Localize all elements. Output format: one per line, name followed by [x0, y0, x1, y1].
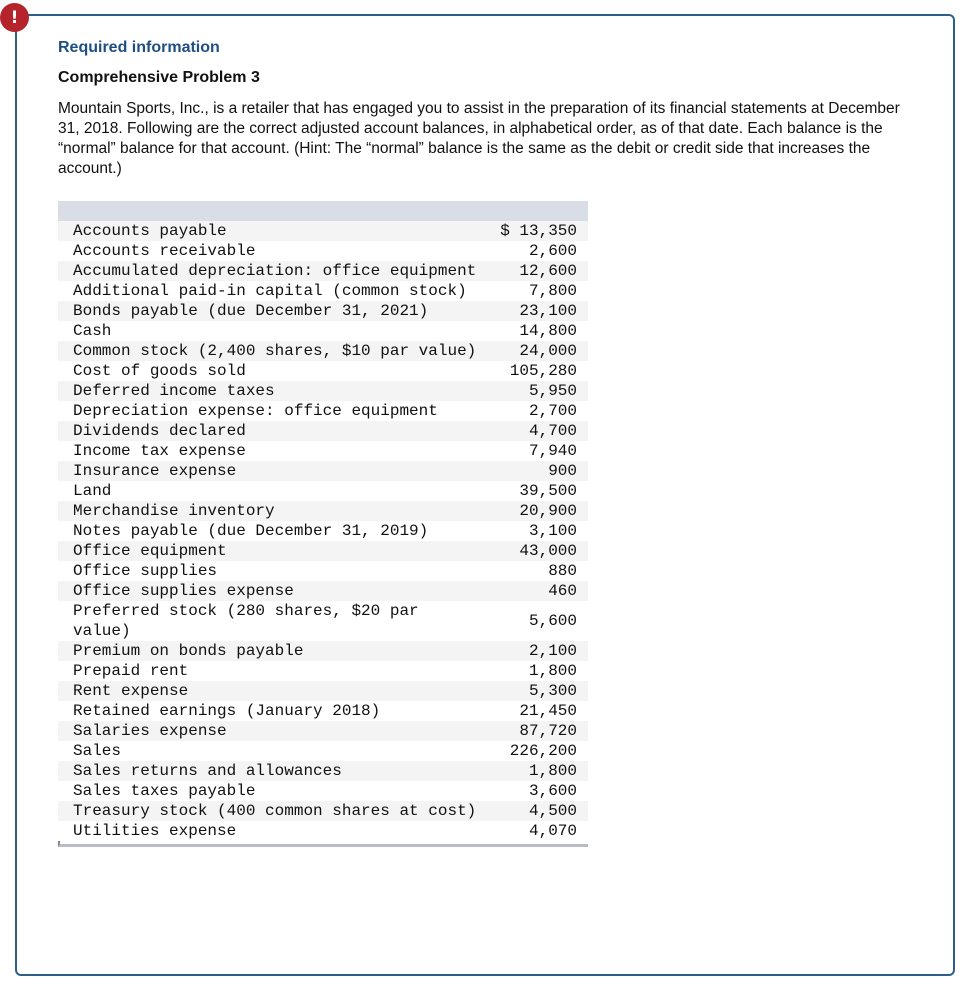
- table-row: [58, 481, 588, 501]
- account-balance: 1,800: [482, 761, 588, 781]
- table-row: [58, 221, 588, 241]
- table-row: [58, 341, 588, 361]
- table-row: [58, 521, 588, 541]
- balances-grid: [58, 221, 588, 841]
- account-name: Dividends declared: [58, 421, 482, 441]
- table-row: [58, 541, 588, 561]
- account-name: Cash: [58, 321, 482, 341]
- account-name: Treasury stock (400 common shares at cost): [58, 801, 482, 821]
- table-row: [58, 601, 588, 641]
- account-balance: 226,200: [482, 741, 588, 761]
- account-balance: 460: [482, 581, 588, 601]
- account-name: Merchandise inventory: [58, 501, 482, 521]
- account-balance: 24,000: [482, 341, 588, 361]
- alert-icon: !: [0, 3, 29, 32]
- account-balance: $ 13,350: [482, 221, 588, 241]
- account-name: Office supplies expense: [58, 581, 482, 601]
- table-row: [58, 421, 588, 441]
- table-row: [58, 301, 588, 321]
- account-balance: 3,100: [482, 521, 588, 541]
- table-row: [58, 381, 588, 401]
- account-balance: 880: [482, 561, 588, 581]
- table-row: [58, 321, 588, 341]
- account-name: Land: [58, 481, 482, 501]
- account-name: Accumulated depreciation: office equipment: [58, 261, 482, 281]
- account-balances-table: [58, 201, 588, 847]
- account-name: Prepaid rent: [58, 661, 482, 681]
- account-balance: 4,500: [482, 801, 588, 821]
- account-balance: 2,700: [482, 401, 588, 421]
- account-name: Office equipment: [58, 541, 482, 561]
- account-balance: 43,000: [482, 541, 588, 561]
- table-row: [58, 561, 588, 581]
- table-row: [58, 781, 588, 801]
- account-balance: 3,600: [482, 781, 588, 801]
- table-row: [58, 581, 588, 601]
- account-name: Accounts payable: [58, 221, 482, 241]
- table-header-bar: [58, 201, 588, 221]
- table-row: [58, 721, 588, 741]
- table-row: [58, 441, 588, 461]
- table-row: [58, 241, 588, 261]
- table-footer-bar: [58, 841, 588, 847]
- table-row: [58, 761, 588, 781]
- table-row: [58, 641, 588, 661]
- account-name: Preferred stock (280 shares, $20 par value): [58, 601, 482, 641]
- problem-title: Comprehensive Problem 3: [58, 69, 260, 86]
- account-balance: 4,700: [482, 421, 588, 441]
- account-name: Premium on bonds payable: [58, 641, 482, 661]
- account-balance: 5,950: [482, 381, 588, 401]
- account-name: Utilities expense: [58, 821, 482, 841]
- account-balance: 7,800: [482, 281, 588, 301]
- table-row: [58, 461, 588, 481]
- account-balance: 900: [482, 461, 588, 481]
- account-name: Sales returns and allowances: [58, 761, 482, 781]
- account-name: Accounts receivable: [58, 241, 482, 261]
- account-name: Insurance expense: [58, 461, 482, 481]
- account-name: Office supplies: [58, 561, 482, 581]
- problem-description: Mountain Sports, Inc., is a retailer that has engaged you to assist in the preparation of its financial statements at December 31, 2018. Following are the correct adjusted account balances, in alphabetical order, as of that date. Each balance is the “normal” balance for that account. (Hint: The “normal” balance is the same as the debit or credit side that increases the account.): [58, 100, 900, 177]
- account-name: Income tax expense: [58, 441, 482, 461]
- table-row: [58, 401, 588, 421]
- account-name: Rent expense: [58, 681, 482, 701]
- account-name: Notes payable (due December 31, 2019): [58, 521, 482, 541]
- account-balance: 2,600: [482, 241, 588, 261]
- account-name: Sales: [58, 741, 482, 761]
- table-row: [58, 361, 588, 381]
- account-balance: 20,900: [482, 501, 588, 521]
- account-balance: 21,450: [482, 701, 588, 721]
- account-balance: 105,280: [482, 361, 588, 381]
- account-balance: 23,100: [482, 301, 588, 321]
- account-name: Depreciation expense: office equipment: [58, 401, 482, 421]
- table-row: [58, 741, 588, 761]
- account-name: Deferred income taxes: [58, 381, 482, 401]
- account-name: Salaries expense: [58, 721, 482, 741]
- account-name: Cost of goods sold: [58, 361, 482, 381]
- table-row: [58, 261, 588, 281]
- account-name: Retained earnings (January 2018): [58, 701, 482, 721]
- account-balance: 4,070: [482, 821, 588, 841]
- account-balance: 7,940: [482, 441, 588, 461]
- required-information-heading: Required information: [58, 39, 220, 56]
- account-name: Sales taxes payable: [58, 781, 482, 801]
- table-row: [58, 501, 588, 521]
- table-row: [58, 821, 588, 841]
- table-row: [58, 701, 588, 721]
- table-row: [58, 681, 588, 701]
- account-name: Common stock (2,400 shares, $10 par value): [58, 341, 482, 361]
- table-row: [58, 281, 588, 301]
- account-balance: 12,600: [482, 261, 588, 281]
- table-row: [58, 801, 588, 821]
- account-balance: 87,720: [482, 721, 588, 741]
- account-balance: 1,800: [482, 661, 588, 681]
- account-balance: 14,800: [482, 321, 588, 341]
- account-balance: 2,100: [482, 641, 588, 661]
- account-balance: 39,500: [482, 481, 588, 501]
- account-name: Bonds payable (due December 31, 2021): [58, 301, 482, 321]
- account-balance: 5,300: [482, 681, 588, 701]
- account-name: Additional paid-in capital (common stock): [58, 281, 482, 301]
- table-row: [58, 661, 588, 681]
- account-balance: 5,600: [482, 601, 588, 641]
